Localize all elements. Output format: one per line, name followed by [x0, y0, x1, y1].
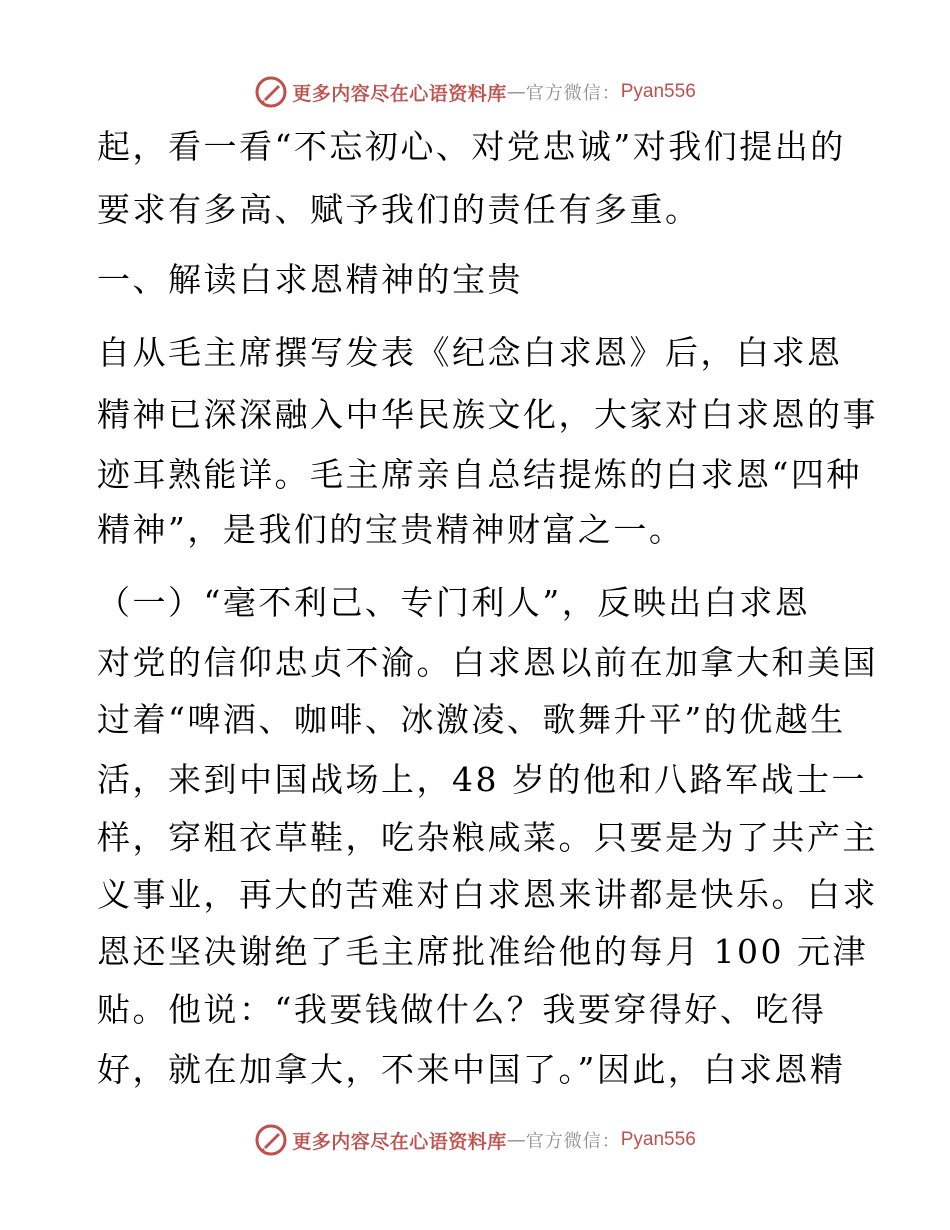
text-line: 活，来到中国战场上，48 岁的他和八路军战士一 [97, 760, 867, 799]
subsection-heading: （一）“毫不利己、专门利人”，反映出白求恩 [97, 583, 811, 622]
pen-logo-icon [254, 75, 288, 109]
text-line: 过着“啤酒、咖啡、冰激凌、歌舞升平”的优越生 [97, 700, 846, 739]
text-line: 精神”，是我们的宝贵精神财富之一。 [97, 510, 685, 549]
text-line: 贴。他说：“我要钱做什么？我要穿得好、吃得 [97, 990, 827, 1029]
text-line: 起，看一看“不忘初心、对党忠诚”对我们提出的 [97, 127, 846, 166]
pen-logo-icon [254, 1123, 288, 1157]
section-heading: 一、解读白求恩精神的宝贵 [97, 260, 523, 299]
watermark-site-name: 更多内容尽在心语资料库 [292, 82, 507, 105]
text-line: 义事业，再大的苦难对白求恩来讲都是快乐。白求 [97, 875, 878, 914]
text-line: 样，穿粗衣草鞋，吃杂粮咸菜。只要是为了共产主 [97, 818, 878, 857]
text-line: 精神已深深融入中华民族文化，大家对白求恩的事 [97, 395, 878, 434]
text-line: 好，就在加拿大，不来中国了。”因此，白求恩精 [97, 1050, 846, 1089]
watermark-wechat-id: Pyan556 [620, 1129, 696, 1150]
text-line: 自从毛主席撰写发表《纪念白求恩》后，白求恩 [97, 333, 843, 372]
watermark-wechat-id: Pyan556 [620, 81, 696, 102]
text-line: 对党的信仰忠贞不渝。白求恩以前在加拿大和美国 [97, 643, 878, 682]
watermark-separator: — [506, 1129, 526, 1151]
text-line: 恩还坚决谢绝了毛主席批准给他的每月 100 元津 [97, 932, 868, 971]
watermark-wechat-label: 官方微信： [525, 83, 621, 104]
text-line: 迹耳熟能详。毛主席亲自总结提炼的白求恩“四种 [97, 455, 862, 494]
watermark-header [0, 72, 950, 112]
text-line: 要求有多高、赋予我们的责任有多重。 [97, 190, 701, 229]
watermark-site-name: 更多内容尽在心语资料库 [292, 1130, 507, 1153]
watermark-footer [0, 1120, 950, 1160]
watermark-separator: — [506, 81, 526, 103]
watermark-wechat-label: 官方微信： [525, 1131, 621, 1152]
